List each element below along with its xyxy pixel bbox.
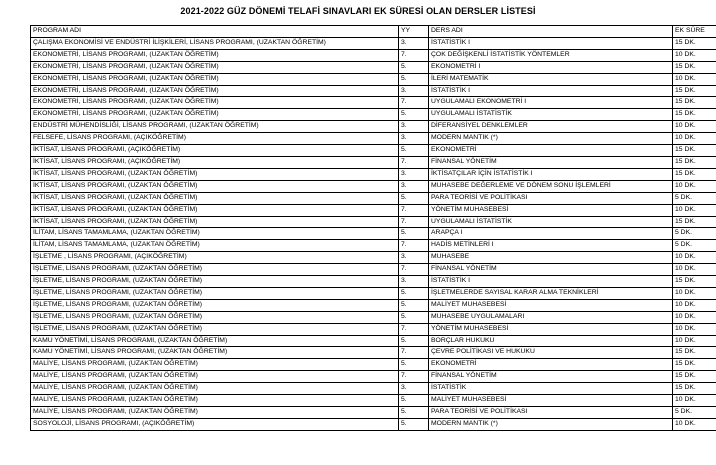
- extra-time-cell: 10 DK.: [673, 264, 716, 276]
- program-cell: EKONOMETRİ, LİSANS PROGRAMI, (UZAKTAN ÖĞRETİM): [31, 49, 399, 61]
- program-cell: MALİYE, LİSANS PROGRAMI, (UZAKTAN ÖĞRETİM): [31, 371, 399, 383]
- program-cell: ÇALIŞMA EKONOMİSİ VE ENDÜSTRİ İLİŞKİLERİ, LİSANS PROGRAMI, (UZAKTAN ÖĞRETİM): [31, 37, 399, 49]
- semester-cell: 5.: [399, 407, 429, 419]
- course-cell: FİNANSAL YÖNETİM: [429, 264, 673, 276]
- table-row: [31, 287, 716, 299]
- course-cell: EKONOMETRİ I: [429, 61, 673, 73]
- table-row: [31, 252, 716, 264]
- course-cell: EKONOMETRİ: [429, 359, 673, 371]
- semester-cell: 5.: [399, 335, 429, 347]
- extra-time-cell: 15 DK.: [673, 109, 716, 121]
- table-row: [31, 73, 716, 85]
- extra-time-cell: 10 DK.: [673, 204, 716, 216]
- program-cell: ENDÜSTRİ MÜHENDİSLİĞİ, LİSANS PROGRAMI, (UZAKTAN ÖĞRETİM): [31, 121, 399, 133]
- column-header: PROGRAM ADI: [31, 26, 399, 38]
- semester-cell: 5.: [399, 311, 429, 323]
- semester-cell: 5.: [399, 73, 429, 85]
- table-row: [31, 37, 716, 49]
- table-row: [31, 109, 716, 121]
- table-row: [31, 180, 716, 192]
- course-cell: ÇOK DEĞİŞKENLİ İSTATİSTİK YÖNTEMLER: [429, 49, 673, 61]
- table-row: [31, 276, 716, 288]
- course-cell: MALİYET MUHASEBESİ: [429, 299, 673, 311]
- semester-cell: 3.: [399, 37, 429, 49]
- program-cell: MALİYE, LİSANS PROGRAMI, (UZAKTAN ÖĞRETİM): [31, 383, 399, 395]
- semester-cell: 5.: [399, 228, 429, 240]
- page-title: 2021-2022 GÜZ DÖNEMİ TELAFİ SINAVLARI EK SÜRESİ OLAN DERSLER LİSTESİ: [180, 6, 536, 16]
- extra-time-cell: 5 DK.: [673, 228, 716, 240]
- table-row: [31, 85, 716, 97]
- course-cell: ÇEVRE POLİTİKASI VE HUKUKU: [429, 347, 673, 359]
- course-cell: HADİS METİNLERİ I: [429, 240, 673, 252]
- course-cell: İSTATİSTİK I: [429, 276, 673, 288]
- course-cell: İŞLETMELERDE SAYISAL KARAR ALMA TEKNİKLERİ: [429, 287, 673, 299]
- table-row: [31, 299, 716, 311]
- course-cell: İLERİ MATEMATİK: [429, 73, 673, 85]
- program-cell: MALİYE, LİSANS PROGRAMI, (UZAKTAN ÖĞRETİM): [31, 395, 399, 407]
- semester-cell: 5.: [399, 61, 429, 73]
- extra-time-cell: 10 DK.: [673, 252, 716, 264]
- table-header-row: [31, 26, 716, 38]
- courses-table: [30, 25, 716, 431]
- semester-cell: 5.: [399, 287, 429, 299]
- course-cell: MUHASEBE DEĞERLEME VE DÖNEM SONU İŞLEMLERİ: [429, 180, 673, 192]
- table-row: [31, 418, 716, 430]
- table-row: [31, 61, 716, 73]
- semester-cell: 3.: [399, 121, 429, 133]
- table-row: [31, 407, 716, 419]
- semester-cell: 5.: [399, 395, 429, 407]
- semester-cell: 7.: [399, 371, 429, 383]
- course-cell: İSTATİSTİK I: [429, 37, 673, 49]
- semester-cell: 7.: [399, 49, 429, 61]
- semester-cell: 7.: [399, 323, 429, 335]
- table-row: [31, 121, 716, 133]
- extra-time-cell: 15 DK.: [673, 61, 716, 73]
- course-cell: MUHASEBE: [429, 252, 673, 264]
- table-row: [31, 240, 716, 252]
- program-cell: İLİTAM, LİSANS TAMAMLAMA, (UZAKTAN ÖĞRETİM): [31, 228, 399, 240]
- course-cell: MALİYET MUHASEBESİ: [429, 395, 673, 407]
- table-row: [31, 133, 716, 145]
- semester-cell: 7.: [399, 347, 429, 359]
- course-cell: İSTATİSTİK I: [429, 85, 673, 97]
- table-row: [31, 168, 716, 180]
- program-cell: EKONOMETRİ, LİSANS PROGRAMI, (UZAKTAN ÖĞRETİM): [31, 109, 399, 121]
- program-cell: İKTİSAT, LİSANS PROGRAMI, (UZAKTAN ÖĞRETİM): [31, 180, 399, 192]
- extra-time-cell: 10 DK.: [673, 73, 716, 85]
- program-cell: İŞLETME, LİSANS PROGRAMI, (UZAKTAN ÖĞRETİM): [31, 323, 399, 335]
- program-cell: İKTİSAT, LİSANS PROGRAMI, (UZAKTAN ÖĞRETİM): [31, 204, 399, 216]
- course-cell: UYGULAMALI İSTATİSTİK: [429, 216, 673, 228]
- semester-cell: 5.: [399, 418, 429, 430]
- program-cell: EKONOMETRİ, LİSANS PROGRAMI, (UZAKTAN ÖĞRETİM): [31, 97, 399, 109]
- table-row: [31, 395, 716, 407]
- semester-cell: 3.: [399, 252, 429, 264]
- table-row: [31, 359, 716, 371]
- semester-cell: 3.: [399, 180, 429, 192]
- program-cell: FELSEFE, LİSANS PROGRAMI, (AÇIKÖĞRETİM): [31, 133, 399, 145]
- course-cell: İSTATİSTİK: [429, 383, 673, 395]
- program-cell: İKTİSAT, LİSANS PROGRAMI, (UZAKTAN ÖĞRETİM): [31, 216, 399, 228]
- course-cell: FİNANSAL YÖNETİM: [429, 156, 673, 168]
- column-header: DERS ADI: [429, 26, 673, 38]
- semester-cell: 7.: [399, 156, 429, 168]
- semester-cell: 7.: [399, 97, 429, 109]
- extra-time-cell: 15 DK.: [673, 156, 716, 168]
- program-cell: İLİTAM, LİSANS TAMAMLAMA, (UZAKTAN ÖĞRETİM): [31, 240, 399, 252]
- extra-time-cell: 10 DK.: [673, 299, 716, 311]
- course-cell: EKONOMETRİ: [429, 145, 673, 157]
- extra-time-cell: 5 DK.: [673, 192, 716, 204]
- program-cell: İŞLETME, LİSANS PROGRAMI, (UZAKTAN ÖĞRETİM): [31, 287, 399, 299]
- table-row: [31, 383, 716, 395]
- extra-time-cell: 15 DK.: [673, 359, 716, 371]
- extra-time-cell: 10 DK.: [673, 311, 716, 323]
- course-cell: MODERN MANTIK (*): [429, 418, 673, 430]
- semester-cell: 5.: [399, 145, 429, 157]
- course-cell: YÖNETİM MUHASEBESİ: [429, 323, 673, 335]
- extra-time-cell: 10 DK.: [673, 49, 716, 61]
- extra-time-cell: 10 DK.: [673, 121, 716, 133]
- table-row: [31, 371, 716, 383]
- table-row: [31, 204, 716, 216]
- semester-cell: 5.: [399, 192, 429, 204]
- table-row: [31, 335, 716, 347]
- extra-time-cell: 10 DK.: [673, 335, 716, 347]
- course-cell: PARA TEORİSİ VE POLİTİKASI: [429, 407, 673, 419]
- program-cell: İKTİSAT, LİSANS PROGRAMI, (UZAKTAN ÖĞRETİM): [31, 168, 399, 180]
- table-row: [31, 49, 716, 61]
- extra-time-cell: 15 DK.: [673, 276, 716, 288]
- semester-cell: 3.: [399, 276, 429, 288]
- table-row: [31, 156, 716, 168]
- program-cell: EKONOMETRİ, LİSANS PROGRAMI, (UZAKTAN ÖĞRETİM): [31, 73, 399, 85]
- program-cell: İKTİSAT, LİSANS PROGRAMI, (AÇIKÖĞRETİM): [31, 145, 399, 157]
- semester-cell: 7.: [399, 240, 429, 252]
- course-cell: UYGULAMALI EKONOMETRİ I: [429, 97, 673, 109]
- extra-time-cell: 15 DK.: [673, 37, 716, 49]
- course-cell: İKTİSATÇILAR İÇİN İSTATİSTİK I: [429, 168, 673, 180]
- column-header: EK SÜRE: [673, 26, 716, 38]
- table-row: [31, 311, 716, 323]
- table-row: [31, 192, 716, 204]
- course-cell: ARAPÇA I: [429, 228, 673, 240]
- table-row: [31, 145, 716, 157]
- course-cell: YÖNETİM MUHASEBESİ: [429, 204, 673, 216]
- semester-cell: 3.: [399, 85, 429, 97]
- semester-cell: 3.: [399, 133, 429, 145]
- extra-time-cell: 15 DK.: [673, 97, 716, 109]
- extra-time-cell: 15 DK.: [673, 216, 716, 228]
- course-cell: UYGULAMALI İSTATİSTİK: [429, 109, 673, 121]
- semester-cell: 3.: [399, 383, 429, 395]
- course-cell: PARA TEORİSİ VE POLİTİKASI: [429, 192, 673, 204]
- semester-cell: 7.: [399, 204, 429, 216]
- program-cell: KAMU YÖNETİMİ, LİSANS PROGRAMI, (UZAKTAN ÖĞRETİM): [31, 335, 399, 347]
- program-cell: SOSYOLOJİ, LİSANS PROGRAMI, (AÇIKÖĞRETİM): [31, 418, 399, 430]
- program-cell: KAMU YÖNETİMİ, LİSANS PROGRAMI, (UZAKTAN ÖĞRETİM): [31, 347, 399, 359]
- program-cell: İŞLETME, LİSANS PROGRAMI, (UZAKTAN ÖĞRETİM): [31, 299, 399, 311]
- extra-time-cell: 15 DK.: [673, 371, 716, 383]
- table-row: [31, 228, 716, 240]
- semester-cell: 5.: [399, 299, 429, 311]
- course-cell: MUHASEBE UYGULAMALARI: [429, 311, 673, 323]
- program-cell: İŞLETME, LİSANS PROGRAMI, (UZAKTAN ÖĞRETİM): [31, 264, 399, 276]
- extra-time-cell: 5 DK.: [673, 407, 716, 419]
- extra-time-cell: 10 DK.: [673, 323, 716, 335]
- program-cell: EKONOMETRİ, LİSANS PROGRAMI, (UZAKTAN ÖĞRETİM): [31, 61, 399, 73]
- semester-cell: 5.: [399, 359, 429, 371]
- extra-time-cell: 10 DK.: [673, 180, 716, 192]
- program-cell: İŞLETME, LİSANS PROGRAMI, (UZAKTAN ÖĞRETİM): [31, 276, 399, 288]
- extra-time-cell: 5 DK.: [673, 240, 716, 252]
- extra-time-cell: 15 DK.: [673, 168, 716, 180]
- course-cell: DİFERANSİYEL DENKLEMLER: [429, 121, 673, 133]
- extra-time-cell: 15 DK.: [673, 347, 716, 359]
- program-cell: MALİYE, LİSANS PROGRAMI, (UZAKTAN ÖĞRETİM): [31, 359, 399, 371]
- program-cell: İŞLETME , LİSANS PROGRAMI, (AÇIKÖĞRETİM): [31, 252, 399, 264]
- extra-time-cell: 10 DK.: [673, 418, 716, 430]
- table-row: [31, 264, 716, 276]
- table-row: [31, 347, 716, 359]
- extra-time-cell: 10 DK.: [673, 287, 716, 299]
- program-cell: MALİYE, LİSANS PROGRAMI, (UZAKTAN ÖĞRETİM): [31, 407, 399, 419]
- semester-cell: 5.: [399, 109, 429, 121]
- course-cell: MODERN MANTIK (*): [429, 133, 673, 145]
- semester-cell: 7.: [399, 264, 429, 276]
- program-cell: EKONOMETRİ, LİSANS PROGRAMI, (UZAKTAN ÖĞRETİM): [31, 85, 399, 97]
- program-cell: İKTİSAT, LİSANS PROGRAMI, (UZAKTAN ÖĞRETİM): [31, 192, 399, 204]
- semester-cell: 3.: [399, 168, 429, 180]
- table-row: [31, 323, 716, 335]
- extra-time-cell: 15 DK.: [673, 383, 716, 395]
- course-cell: FİNANSAL YÖNETİM: [429, 371, 673, 383]
- semester-cell: 7.: [399, 216, 429, 228]
- program-cell: İKTİSAT, LİSANS PROGRAMI, (AÇIKÖĞRETİM): [31, 156, 399, 168]
- extra-time-cell: 15 DK.: [673, 145, 716, 157]
- table-row: [31, 97, 716, 109]
- program-cell: İŞLETME, LİSANS PROGRAMI, (UZAKTAN ÖĞRETİM): [31, 311, 399, 323]
- extra-time-cell: 15 DK.: [673, 85, 716, 97]
- column-header: YY: [399, 26, 429, 38]
- extra-time-cell: 10 DK.: [673, 133, 716, 145]
- extra-time-cell: 10 DK.: [673, 395, 716, 407]
- table-row: [31, 216, 716, 228]
- course-cell: BORÇLAR HUKUKU: [429, 335, 673, 347]
